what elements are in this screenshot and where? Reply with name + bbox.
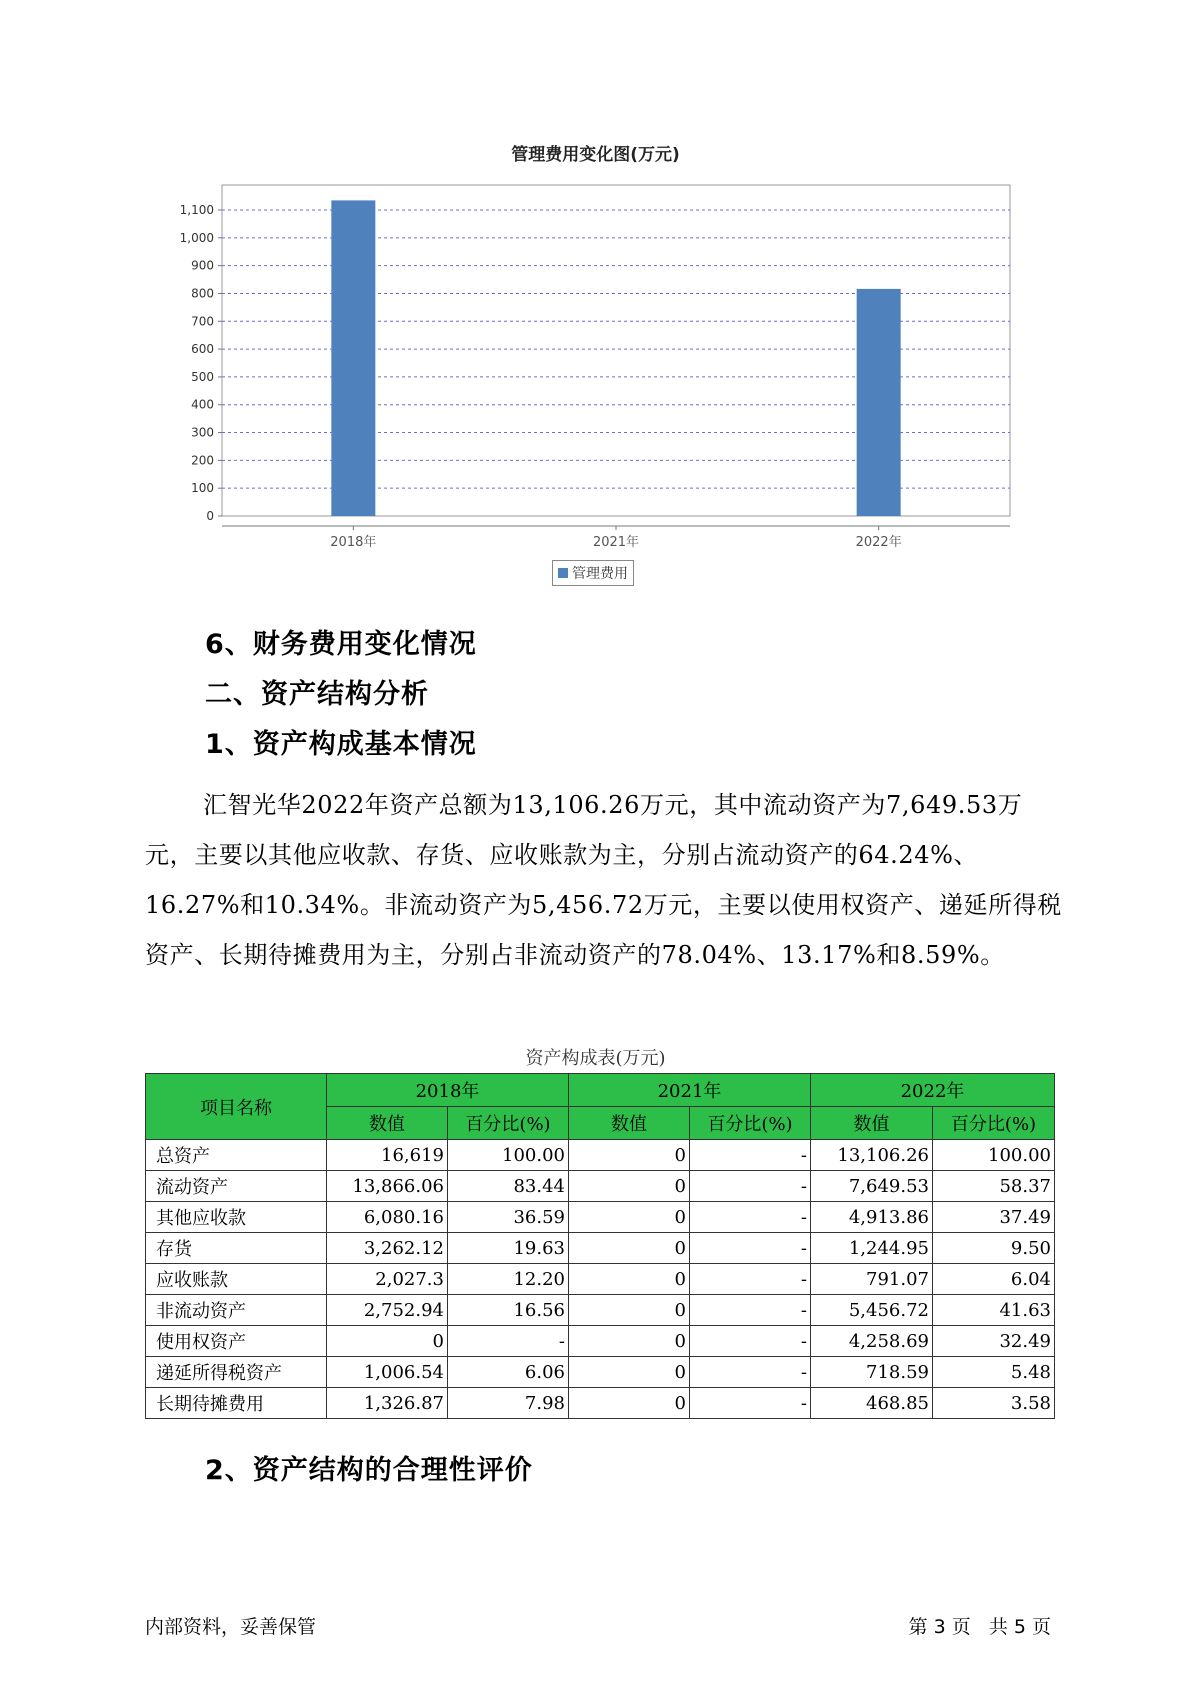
percent-cell: 16.56 [448,1295,569,1326]
y-tick-label: 700 [191,314,214,329]
percent-cell: 100.00 [933,1140,1055,1171]
percent-cell: 7.98 [448,1388,569,1419]
value-cell: 7,649.53 [811,1171,933,1202]
percent-cell: - [690,1326,811,1357]
header-value: 数值 [569,1107,690,1140]
value-cell: 1,244.95 [811,1233,933,1264]
table-row [146,1357,1055,1388]
table-row [146,1140,1055,1171]
header-year-2021: 2021年 [569,1074,811,1107]
value-cell: 6,080.16 [327,1202,448,1233]
value-cell: 0 [569,1264,690,1295]
row-label: 递延所得税资产 [146,1357,327,1388]
table-row [146,1388,1055,1419]
value-cell: 2,752.94 [327,1295,448,1326]
header-year-2018: 2018年 [327,1074,569,1107]
y-tick-label: 200 [191,453,214,468]
percent-cell: - [690,1140,811,1171]
header-percent: 百分比(%) [690,1107,811,1140]
header-year-2022: 2022年 [811,1074,1055,1107]
value-cell: 0 [569,1202,690,1233]
value-cell: 4,258.69 [811,1326,933,1357]
percent-cell: 19.63 [448,1233,569,1264]
row-label: 其他应收款 [146,1202,327,1233]
heading-asset-composition: 1、资产构成基本情况 [205,729,477,760]
legend-label: 管理费用 [572,566,628,582]
heading-finance-cost: 6、财务费用变化情况 [205,629,477,660]
y-tick-label: 0 [206,509,214,523]
table-row [146,1264,1055,1295]
value-cell: 16,619 [327,1140,448,1171]
percent-cell: - [690,1357,811,1388]
value-cell: 0 [569,1140,690,1171]
heading-asset-structure: 二、资产结构分析 [205,679,429,710]
y-tick-label: 900 [191,258,214,273]
footer-page-number: 第 3 页 共 5 页 [908,1616,1051,1638]
value-cell: 0 [569,1388,690,1419]
value-cell: 0 [327,1326,448,1357]
y-tick-label: 1,000 [179,230,214,245]
bar-chart [0,0,1191,600]
row-label: 存货 [146,1233,327,1264]
value-cell: 13,866.06 [327,1171,448,1202]
value-cell: 791.07 [811,1264,933,1295]
y-tick-label: 1,100 [179,203,214,217]
row-label: 使用权资产 [146,1326,327,1357]
legend-swatch [558,568,568,578]
table-row [146,1202,1055,1233]
y-tick-label: 100 [191,481,214,496]
y-tick-label: 300 [191,425,214,440]
value-cell: 2,027.3 [327,1264,448,1295]
bar-2022 [857,289,901,516]
percent-cell: - [690,1171,811,1202]
percent-cell: 83.44 [448,1171,569,1202]
percent-cell: - [448,1326,569,1357]
heading-structure-evaluation: 2、资产结构的合理性评价 [205,1455,533,1486]
value-cell: 468.85 [811,1388,933,1419]
percent-cell: - [690,1202,811,1233]
percent-cell: - [690,1264,811,1295]
x-tick-label: 2022年 [855,535,902,550]
percent-cell: 41.63 [933,1295,1055,1326]
x-tick-label: 2021年 [592,535,640,550]
y-tick-label: 800 [191,286,214,301]
percent-cell: 58.37 [933,1171,1055,1202]
header-percent: 百分比(%) [448,1107,569,1140]
percent-cell: 6.06 [448,1357,569,1388]
table-row [146,1233,1055,1264]
value-cell: 4,913.86 [811,1202,933,1233]
value-cell: 1,006.54 [327,1357,448,1388]
value-cell: 718.59 [811,1357,933,1388]
footer-confidential: 内部资料，妥善保管 [145,1616,317,1638]
percent-cell: 36.59 [448,1202,569,1233]
row-label: 非流动资产 [146,1295,327,1326]
y-tick-label: 600 [191,342,214,357]
value-cell: 3,262.12 [327,1233,448,1264]
percent-cell: - [690,1295,811,1326]
percent-cell: 12.20 [448,1264,569,1295]
body-paragraph: 汇智光华2022年资产总额为13,106.26万元，其中流动资产为7,649.53万元，主要以其他应收款、存货、应收账款为主，分别占流动资产的64.24%、16.27%和10.34%。非流动资产为5,456.72万元，主要以使用权资产、递延所得税资产、长期待摊费用为主，分别占非流动资产的78.04%、13.17%和8.59%。 [145,791,1062,969]
row-label: 流动资产 [146,1171,327,1202]
value-cell: 13,106.26 [811,1140,933,1171]
row-label: 应收账款 [146,1264,327,1295]
percent-cell: 9.50 [933,1233,1055,1264]
header-item-name: 项目名称 [146,1074,327,1140]
table-row [146,1171,1055,1202]
value-cell: 0 [569,1171,690,1202]
percent-cell: 5.48 [933,1357,1055,1388]
bar-2018 [331,200,375,516]
percent-cell: - [690,1233,811,1264]
value-cell: 0 [569,1326,690,1357]
percent-cell: 100.00 [448,1140,569,1171]
percent-cell: - [690,1388,811,1419]
y-tick-label: 500 [191,369,214,384]
row-label: 总资产 [146,1140,327,1171]
value-cell: 5,456.72 [811,1295,933,1326]
header-percent: 百分比(%) [933,1107,1055,1140]
asset-table [145,1073,1055,1419]
value-cell: 0 [569,1233,690,1264]
value-cell: 0 [569,1295,690,1326]
header-value: 数值 [811,1107,933,1140]
value-cell: 1,326.87 [327,1388,448,1419]
row-label: 长期待摊费用 [146,1388,327,1419]
y-tick-label: 400 [191,397,214,412]
table-row [146,1326,1055,1357]
value-cell: 0 [569,1357,690,1388]
chart-title: 管理费用变化图(万元) [511,145,680,165]
percent-cell: 32.49 [933,1326,1055,1357]
percent-cell: 6.04 [933,1264,1055,1295]
header-value: 数值 [327,1107,448,1140]
x-tick-label: 2018年 [330,535,377,550]
table-row [146,1295,1055,1326]
chart-legend [552,560,634,586]
percent-cell: 37.49 [933,1202,1055,1233]
percent-cell: 3.58 [933,1388,1055,1419]
table-caption: 资产构成表(万元) [525,1048,666,1069]
